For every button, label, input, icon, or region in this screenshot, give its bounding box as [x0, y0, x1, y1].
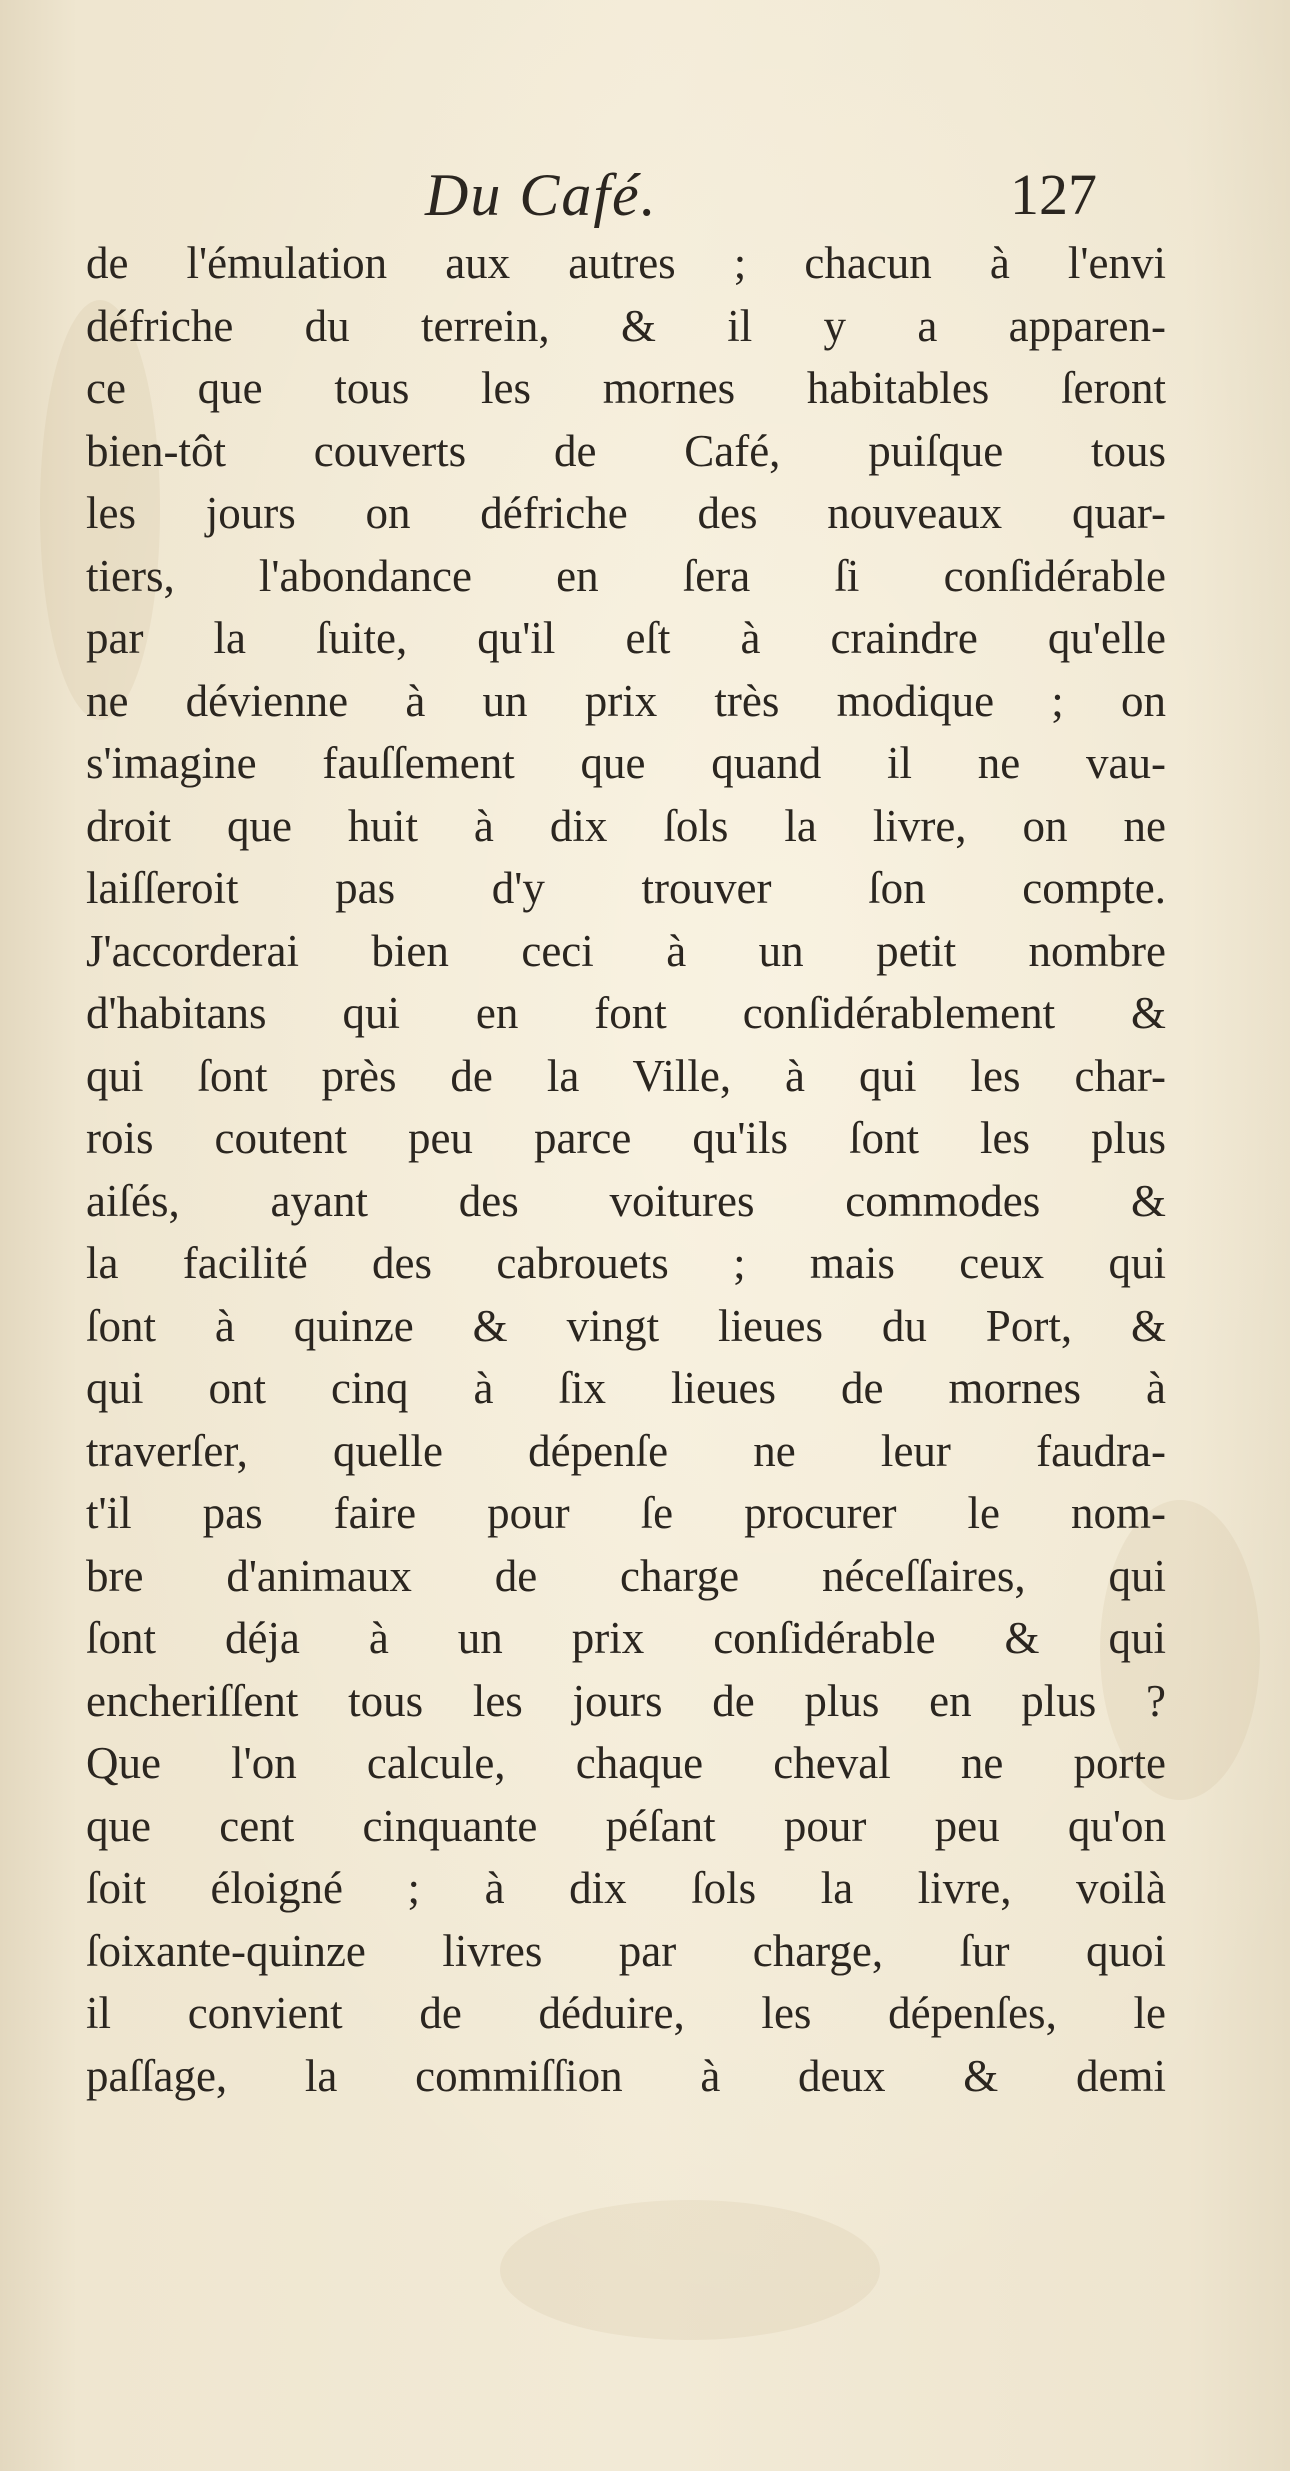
text-line: t'il pas faire pour ſe procurer le nom-	[86, 1488, 1166, 1538]
page-header	[0, 160, 1290, 230]
text-line: qui ſont près de la Ville, à qui les char-	[86, 1050, 1166, 1101]
text-line: aiſés, ayant des voitures commodes &	[86, 1175, 1166, 1226]
text-line: ſont à quinze & vingt lieues du Port, &	[86, 1300, 1166, 1351]
text-line: la facilité des cabrouets ; mais ceux qui	[86, 1238, 1166, 1288]
paper-stain	[500, 2200, 880, 2340]
text-line: paſſage, la commiſſion à deux & demi	[86, 2050, 1166, 2101]
text-line: par la ſuite, qu'il eſt à craindre qu'elle	[86, 613, 1166, 663]
body-text	[86, 232, 1166, 2107]
text-line: J'accorderai bien ceci à un petit nombre	[86, 925, 1166, 976]
text-line: Que l'on calcule, chaque cheval ne porte	[86, 1738, 1166, 1788]
text-line: s'imagine fauſſement que quand il ne vau-	[86, 738, 1166, 788]
text-line: traverſer, quelle dépenſe ne leur faudra-	[86, 1425, 1166, 1476]
text-line: encheriſſent tous les jours de plus en plus ?	[86, 1675, 1166, 1726]
text-line: d'habitans qui en font conſidérablement &	[86, 988, 1166, 1038]
running-title: Du Café.	[425, 162, 658, 228]
text-line: laiſſeroit pas d'y trouver ſon compte.	[86, 863, 1166, 913]
text-line: droit que huit à dix ſols la livre, on ne	[86, 800, 1166, 851]
text-line: bre d'animaux de charge néceſſaires, qui	[86, 1550, 1166, 1601]
page-number: 127	[1010, 162, 1097, 227]
text-line: que cent cinquante péſant pour peu qu'on	[86, 1800, 1166, 1851]
text-line: ce que tous les mornes habitables ſeront	[86, 363, 1166, 413]
text-line: qui ont cinq à ſix lieues de mornes à	[86, 1363, 1166, 1413]
text-line: ſont déja à un prix conſidérable & qui	[86, 1613, 1166, 1663]
text-line: il convient de déduire, les dépenſes, le	[86, 1988, 1166, 2038]
text-line: rois coutent peu parce qu'ils ſont les plus	[86, 1113, 1166, 1163]
text-line: ne dévienne à un prix très modique ; on	[86, 675, 1166, 726]
text-line: les jours on défriche des nouveaux quar-	[86, 488, 1166, 538]
text-line: ſoixante-quinze livres par charge, ſur quoi	[86, 1925, 1166, 1976]
text-line: de l'émulation aux autres ; chacun à l'envi	[86, 238, 1166, 288]
text-line: bien-tôt couverts de Café, puiſque tous	[86, 425, 1166, 476]
text-line: ſoit éloigné ; à dix ſols la livre, voilà	[86, 1863, 1166, 1913]
text-line: défriche du terrein, & il y a apparen-	[86, 300, 1166, 351]
text-line: tiers, l'abondance en ſera ſi conſidérable	[86, 550, 1166, 601]
